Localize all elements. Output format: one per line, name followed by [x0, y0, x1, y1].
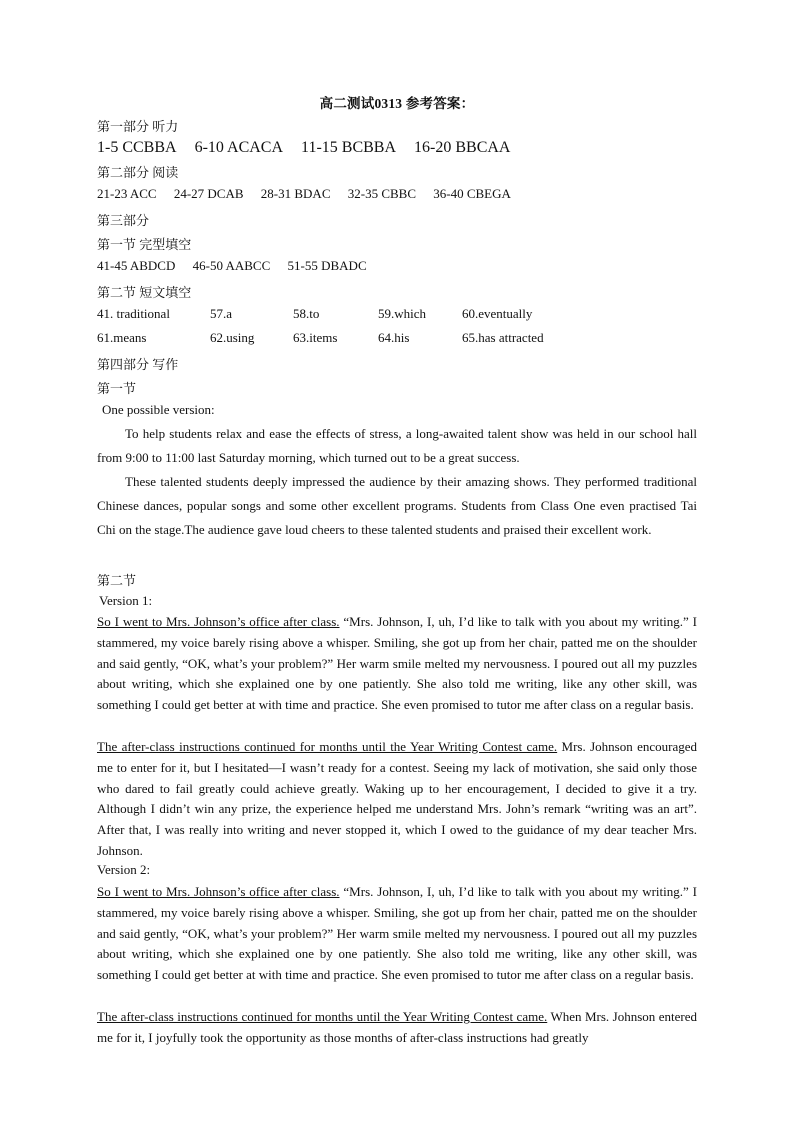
- fill-answer: 57.a: [210, 306, 233, 321]
- answer-group: 6-10 ACACA: [194, 139, 284, 156]
- part3-sec2-heading: 第二节 短文填空: [97, 285, 192, 300]
- part4-sec1-heading: 第一节: [97, 381, 137, 396]
- answer-group: 21-23 ACC: [97, 186, 157, 201]
- part3-sec1-heading: 第一节 完型填空: [97, 237, 192, 252]
- paragraph-body: “Mrs. Johnson, I, uh, I’d like to talk with you about my writing.” I stammered, my voice barely rising above a whisper. Smiling, she got up from her chair, patted me on the shoulder and said gently, “OK, what’s your problem?” Her warm smile melted my nervousness. I poured out all my puzzles about writing, which she explained one by one patiently. She also told me writing, like any other skill, was something I could get better at with time and practice. She even promised to tutor me after class on a regular basis.: [97, 614, 697, 713]
- possible-version-label: One possible version:: [102, 402, 215, 417]
- answer-group: 11-15 BCBBA: [301, 139, 397, 156]
- answer-group: 46-50 AABCC: [192, 258, 271, 273]
- part4-sec2-heading: 第二节: [97, 573, 137, 588]
- answer-group: 1-5 CCBBA: [97, 139, 177, 156]
- version-2-paragraph-1: [97, 882, 697, 986]
- underlined-first-sentence: So I went to Mrs. Johnson’s office after class.: [97, 614, 340, 629]
- part3-heading: 第三部分: [97, 213, 150, 228]
- paragraph-body: When Mrs. Johnson entered me for it, I joyfully took the opportunity as those months of after-class instructions had greatly: [97, 1009, 698, 1045]
- part2-heading: 第二部分 阅读: [97, 165, 179, 180]
- answer-group: 41-45 ABDCD: [97, 258, 176, 273]
- fill-answer: 64.his: [378, 330, 410, 345]
- fill-answer: 62.using: [210, 330, 255, 345]
- part4-heading: 第四部分 写作: [97, 357, 179, 372]
- version-1-label: Version 1:: [99, 593, 153, 608]
- answer-group: 51-55 DBADC: [287, 258, 367, 273]
- answer-group: 28-31 BDAC: [260, 186, 331, 201]
- answer-group: 16-20 BBCAA: [414, 139, 511, 156]
- essay-paragraph-1: To help students relax and ease the effects of stress, a long-awaited talent show was held in our school hall from 9:00 to 11:00 last Saturday morning, which turned out to be a great success.: [97, 426, 697, 465]
- fill-answer: 65.has attracted: [462, 330, 544, 345]
- fill-answer: 60.eventually: [462, 306, 533, 321]
- answer-group: 36-40 CBEGA: [433, 186, 511, 201]
- part2-answers: [97, 186, 525, 202]
- fill-answer: 41. traditional: [97, 306, 170, 321]
- version-2-paragraph-2: [97, 1007, 697, 1049]
- page-title: 高二测试0313 参考答案：: [319, 96, 475, 111]
- underlined-first-sentence: So I went to Mrs. Johnson’s office after class.: [97, 884, 340, 899]
- answer-group: 24-27 DCAB: [173, 186, 244, 201]
- underlined-first-sentence: The after-class instructions continued for months until the Year Writing Contest came.: [97, 739, 558, 754]
- version-1-paragraph-1: [97, 612, 697, 716]
- paragraph-body: “Mrs. Johnson, I, uh, I’d like to talk with you about my writing.” I stammered, my voice barely rising above a whisper. Smiling, she got up from her chair, patted me on the shoulder and said gently, “OK, what’s your problem?” Her warm smile melted my nervousness. I poured out all my puzzles about writing, which she explained one by one patiently. She also told me writing, like any other skill, was something I could get better at with time and practice. She even promised to tutor me after class on a regular basis.: [97, 884, 697, 983]
- answer-group: 32-35 CBBC: [347, 186, 417, 201]
- fill-answer: 61.means: [97, 330, 147, 345]
- underlined-first-sentence: The after-class instructions continued for months until the Year Writing Contest came.: [97, 1009, 548, 1024]
- fill-answer: 59.which: [378, 306, 427, 321]
- fill-answer: 63.items: [293, 330, 338, 345]
- paragraph-body: Mrs. Johnson encouraged me to enter for it, but I hesitated—I wasn’t ready for a contest. Seeing my lack of motivation, she said only those who dared to fail greatly could achieve greatly. Waking up to her encouragement, I decided to give it a try. Although I didn’t win any prize, the experience helped me understand Mrs. John’s remark “writing was an art”. After that, I was really into writing and never stopped it, which I owed to the guidance of my dear teacher Mrs. Johnson.: [97, 739, 697, 858]
- version-1-paragraph-2: [97, 737, 697, 862]
- version-2-label: Version 2:: [97, 862, 151, 877]
- part1-answers: [97, 139, 524, 157]
- essay-paragraph-2: These talented students deeply impressed the audience by their amazing shows. They performed traditional Chinese dances, popular songs and some other excellent programs. Students from Class One even practised Tai Chi on the stage.The audience gave loud cheers to these talented students and praised their excellent work.: [97, 474, 697, 537]
- part1-heading: 第一部分 听力: [97, 119, 179, 134]
- fill-answer: 58.to: [293, 306, 320, 321]
- part3-sec1-answers: [97, 258, 381, 274]
